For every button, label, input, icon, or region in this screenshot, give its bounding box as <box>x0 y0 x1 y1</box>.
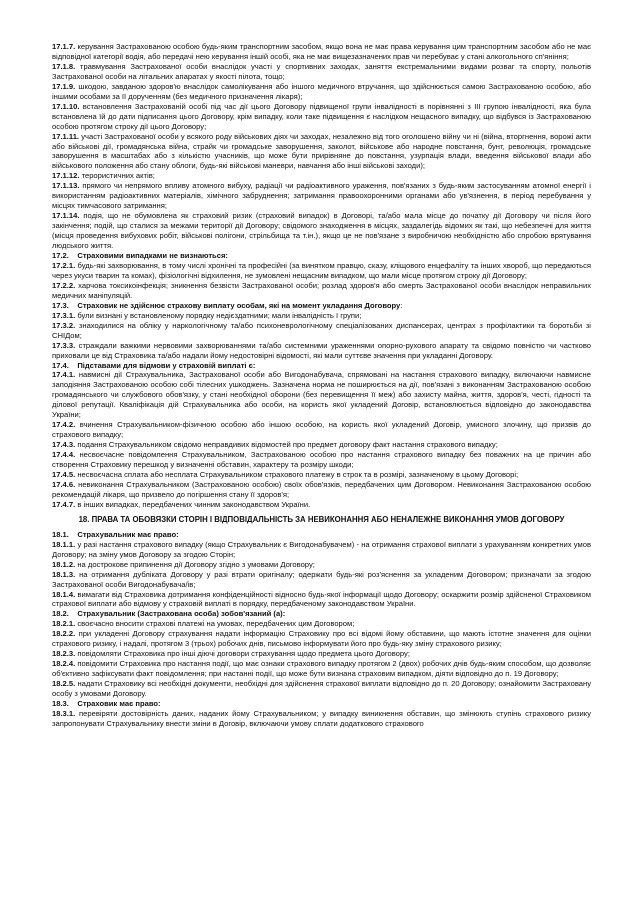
clause-text: харчова токсикоінфекція; зникнення безвісти Застрахованої особи; розлад здоров'я або смерть Застрахованої особи внаслідок неправильних медичних маніпуляцій. <box>52 280 591 300</box>
clause-text: терористичних актів; <box>81 171 155 181</box>
clause-17-1-7 <box>52 42 591 62</box>
clause-17-1-10 <box>52 102 591 132</box>
clause-18-3 <box>52 699 591 709</box>
clause-text: в інших випадках, передбачених чинним законодавством України. <box>77 499 311 509</box>
clause-number: 18.1.1. <box>52 539 76 549</box>
clause-number: 17.1.9. <box>52 81 76 91</box>
clause-18-1-2 <box>52 560 591 570</box>
clause-18-2-1 <box>52 619 591 629</box>
clause-number: 17.2.1. <box>52 260 76 270</box>
clause-text: вимагати від Страховика дотримання конфіденційності відносно будь-якої інформації щодо Договору; оскаржити розмір здійсненої Страховиком страхової виплати або відмову у страховій виплаті в порядку, передбаченому законодавством України. <box>52 589 591 609</box>
clause-17-1-8 <box>52 62 591 82</box>
clause-18-3-1 <box>52 709 591 729</box>
clause-text: Страховик не здійснює страхову виплату особам, які на момент укладання Договору <box>77 300 401 310</box>
clause-text: подія, що не обумовлена як страховий ризик (страховий випадок) в Договорі, та/або мала місце до початку дії Договору чи після його закінчення; подій, що сталися за межами території дії Договору; свідомого знаходження в місцях, заздалегідь відомих як такі, що небезпечні для життя (місця проведення вибухових робіт, військові полігони, стрільбища та т.ін.), якщо це не пов'язане з виробничою необхідністю або спробою врятування людського життя. <box>52 211 591 251</box>
clause-text: на дострокове припинення дії Договору згідно з умовами Договору; <box>77 559 315 569</box>
clause-text: невиконання Страхувальником (Застрахованою особою) своїх обов'язків, передбачених цим Договором. Невиконання Застрахованою особою рекомендацій лікаря, що призвело до погіршення стану її здоров'я; <box>52 479 591 499</box>
clause-18-2-4 <box>52 659 591 679</box>
clause-17-4-5 <box>52 470 591 480</box>
clause-17-2-2 <box>52 281 591 301</box>
clause-text: при укладенні Договору страхування надати інформацію Страховику про всі відомі йому обставини, що мають істотне значення для оцінки страхового ризику, і надалі, протягом 3 (трьох) робочих днів, письмово інформувати його про будь-яку зміну страхового ризику; <box>52 629 591 649</box>
clause-18-1 <box>52 530 591 540</box>
clause-number: 17.3.3. <box>52 340 76 350</box>
clause-number: 17.1.10. <box>52 101 80 111</box>
clause-18-2-5 <box>52 679 591 699</box>
clause-number: 17.2. <box>52 251 69 261</box>
clause-18-1-4 <box>52 590 591 610</box>
clause-number: 18.2.5. <box>52 679 76 689</box>
clause-number: 18.1. <box>52 529 69 539</box>
clause-text: несвоєчасна сплата або несплата Страхувальником страхового платежу в строк та в розмірі, зазначеному в цьому Договорі; <box>77 469 519 479</box>
clause-17-1-14 <box>52 211 591 251</box>
clause-text: прямого чи непрямого впливу атомного вибуху, радіації чи радіоактивного ураження, пов'язаних з будь-яким застосуванням атомної енергії і використанням радіоактивних матеріалів, хімічного забруднення; затримання правоохоронними органами або ув'язнення, в період перебування у місцях тимчасового затримання; <box>52 181 591 211</box>
clause-text: несвоєчасне повідомлення Страхувальником, Застрахованою особою про настання страхового випадку без поважних на це причин або створення Страховику перешкод у визначенні обставин, характеру та розміру шкоди; <box>52 450 591 470</box>
clause-number: 17.1.13. <box>52 181 80 191</box>
clause-17-1-9 <box>52 82 591 102</box>
clause-text: своєчасно вносити страхові платежі на умовах, передбачених цим Договором; <box>77 619 355 629</box>
clause-tail: : <box>400 300 403 310</box>
clause-number: 18.3.1. <box>52 708 76 718</box>
clause-18-2 <box>52 609 591 619</box>
clause-17-4-3 <box>52 440 591 450</box>
clause-17-4-4 <box>52 450 591 470</box>
clause-17-3-1 <box>52 311 591 321</box>
clause-17-3-2 <box>52 321 591 341</box>
clause-number: 17.4.5. <box>52 469 76 479</box>
clause-number: 17.1.14. <box>52 211 80 221</box>
clause-17-2-1 <box>52 261 591 281</box>
clause-text: перевіряти достовірність даних, наданих йому Страхувальником; у випадку виникнення обставин, що змінюють ступінь страхового ризику запропонувати Страхувальнику внести зміни в Договір, включаючи умову сплати додаткового страхового <box>52 708 591 728</box>
clause-number: 18.3. <box>52 699 69 708</box>
clause-number: 17.3.2. <box>52 320 76 330</box>
clause-18-2-3 <box>52 649 591 659</box>
clause-text: знаходилися на обліку у наркологічному та/або психоневрологічному спеціалізованих диспансерах, центрах з профілактики та боротьби зі СНІДом; <box>52 320 591 340</box>
clause-17-3 <box>52 301 591 311</box>
clause-text: вчинення Страхувальником-фізичною особою або іншою особою, на користь якої укладений Договір, умисного злочину, що призвів до страхового випадку; <box>52 420 591 440</box>
clause-17-4-6 <box>52 480 591 500</box>
clause-text: керування Застрахованою особою будь-яким транспортним засобом, якщо вона не має права керування цим транспортним засобом або не має відповідної категорії водія, або передачі нею керування іншій особі, яка не має вищезазначених прав чи перебуває у стані алкогольного сп'яніння; <box>52 42 591 61</box>
clause-number: 17.4.2. <box>52 420 76 430</box>
clause-number: 17.1.7. <box>52 42 76 51</box>
clause-17-1-12 <box>52 171 591 181</box>
clause-text: будь-які захворювання, в тому числі хронічні та професійні (за винятком правцю, сказу, кліщового енцефаліту та інших хвороб, що передаються через укуси тварин та комах), фізіологічні відхилення, не зумовлені нещасним випадком, що мали місце протягом строку дії Договору; <box>52 260 591 280</box>
clause-text: повідомити Страховика про настання події, що має ознаки страхового випадку протягом 2 (двох) робочих днів будь-яким способом, що дозволяє об'єктивно зафіксувати факт повідомлення; при настанні події, що може бути визнана страховим випадком, діяти відповідно до п. 19 Договору; <box>52 659 591 679</box>
clause-text: шкодою, завданою здоров'ю внаслідок самолікування або іншого медичного втручання, що здійснюється самою Застрахованою особою, або іншими особами за її дорученням (без медичного призначення лікаря); <box>52 81 591 101</box>
clause-17-4-7 <box>52 500 591 510</box>
clause-18-1-3 <box>52 570 591 590</box>
clause-text: травмування Застрахованої особи внаслідок участі у спортивних заходах, заняття екстремальними видами розваг та спорту, польотів Застрахованої особи на літальних апаратах у якості пілота, тощо; <box>52 61 591 81</box>
clause-number: 17.2.2. <box>52 280 76 290</box>
clause-18-2-2 <box>52 629 591 649</box>
clause-text: подання Страхувальником свідомо неправдивих відомостей про предмет договору факт настання страхового випадку; <box>77 440 498 450</box>
clause-17-1-11 <box>52 132 591 172</box>
clause-17-3-3 <box>52 341 591 361</box>
clause-number: 17.1.11. <box>52 131 80 141</box>
clause-text: участі Застрахованої особи у всякого роду військових діях чи заходах, незалежно від того оголошено війну чи ні (війна, вторгнення, ворожі акти або військові дії, громадянська війна, страйк чи громадське заворушення, заколот, військове або народне повстання, бунт, революція, громадське заворушення в масштабах або з кількістю учасників, що може бути прирівняне до повстання, узурпація влади, введення військової влади або військового положення або стану облоги, будь-які військові маневри, навчання або інші військові заходи); <box>52 131 591 171</box>
clause-17-1-13 <box>52 181 591 211</box>
clause-number: 17.1.8. <box>52 61 76 71</box>
clause-17-2 <box>52 251 591 261</box>
clause-text: у разі настання страхового випадку (якщо Страхувальник є Вигодонабувачем) - на отримання страхової виплати з урахуванням конкретних умов Договору; на зміну умов Договору за згодою Сторін; <box>52 539 591 559</box>
clause-text: Підставами для відмови у страховій виплаті є: <box>77 360 256 370</box>
clause-text: були визнані у встановленому порядку недієздатними; мали інвалідність І групи; <box>77 310 362 320</box>
clause-number: 18.2.4. <box>52 659 76 669</box>
clause-text: на отримання дубліката Договору у разі втрати оригіналу; одержати будь-які роз'яснення за укладеним Договором; призначати за згодою Застрахованої особи Вигодонабувача/ів; <box>52 569 591 589</box>
clause-text: страждали важкими нервовими захворюваннями та/або системними ураженнями опорно-рухового апарату та свідомо повністю чи частково приховали це від Страховика та/або надали йому недостовірні відомості, які мали суттєве значення при укладанні Договору. <box>52 340 591 360</box>
clause-text: повідомляти Страховика про інші діючі договори страхування щодо предмета цього Договору; <box>77 649 410 659</box>
clause-number: 17.3. <box>52 300 69 310</box>
clause-number: 18.1.2. <box>52 559 76 569</box>
clause-number: 18.2.2. <box>52 629 76 639</box>
document-page <box>52 42 591 729</box>
clause-number: 18.2. <box>52 609 69 619</box>
clause-number: 18.1.3. <box>52 569 76 579</box>
clause-17-4 <box>52 361 591 371</box>
section-18-title: 18. ПРАВА ТА ОБОВЯЗКИ СТОРІН І ВІДПОВІДАЛЬНІСТЬ ЗА НЕВИКОНАННЯ АБО НЕНАЛЕЖНЕ ВИКОНАННЯ УМОВ ДОГОВОРУ <box>78 514 565 524</box>
clause-number: 17.4.3. <box>52 440 76 450</box>
clause-text: Страховими випадками не визнаються: <box>77 251 228 261</box>
clause-number: 18.1.4. <box>52 589 76 599</box>
clause-number: 17.3.1. <box>52 310 76 320</box>
clause-17-4-1 <box>52 370 591 420</box>
clause-number: 18.2.1. <box>52 619 76 629</box>
clause-text: встановлення Застрахованій особі під час дії цього Договору підвищеної групи інвалідності в порівнянні з ІІІ групою інвалідності, яка була встановлена їй до дати підписання цього Договору, крім випадку, коли таке підвищення є наслідком нещасного випадку, що відбувся із Застрахованою особою протягом строку дії цього Договору; <box>52 101 591 131</box>
clause-text: Страховик має право: <box>77 699 161 708</box>
clause-number: 17.4. <box>52 360 69 370</box>
clause-text: навмисні дії Страхувальника, Застрахованої особи або Вигодонабувача, спрямовані на настання страхового випадку, включаючи навмисне заподіяння Застрахованою особою собі тілесних ушкоджень. Зазначена норма не поширюється на дії, пов'язані з виконанням Застрахованою особою громадянського чи службового обов'язку, у стані необхідної оборони (без перевищення її меж) або захисту майна, життя, здоров'я, честі, гідності та ділової репутації. Кваліфікація дій Страхувальника або особи, на користь якої укладений Договір, встановлюється відповідно до законодавства України; <box>52 370 591 420</box>
clause-number: 17.4.4. <box>52 450 76 460</box>
clause-17-4-2 <box>52 420 591 440</box>
clause-text: Страхувальник (Застрахована особа) зобов'язаний (а): <box>77 609 286 619</box>
clause-text: надати Страховику всі необхідні документи, необхідні для здійснення страхової виплати відповідно до п. 20 Договору; ознайомити Застраховану особу з умовами Договору. <box>52 679 591 699</box>
clause-number: 17.4.7. <box>52 499 76 509</box>
clause-18-1-1 <box>52 540 591 560</box>
clause-number: 18.2.3. <box>52 649 76 659</box>
clause-number: 17.1.12. <box>52 171 80 181</box>
section-17-clauses <box>52 42 591 510</box>
clause-number: 17.4.1. <box>52 370 76 380</box>
section-18-clauses <box>52 530 591 729</box>
clause-number: 17.4.6. <box>52 479 76 489</box>
clause-text: Страхувальник має право: <box>77 529 179 539</box>
